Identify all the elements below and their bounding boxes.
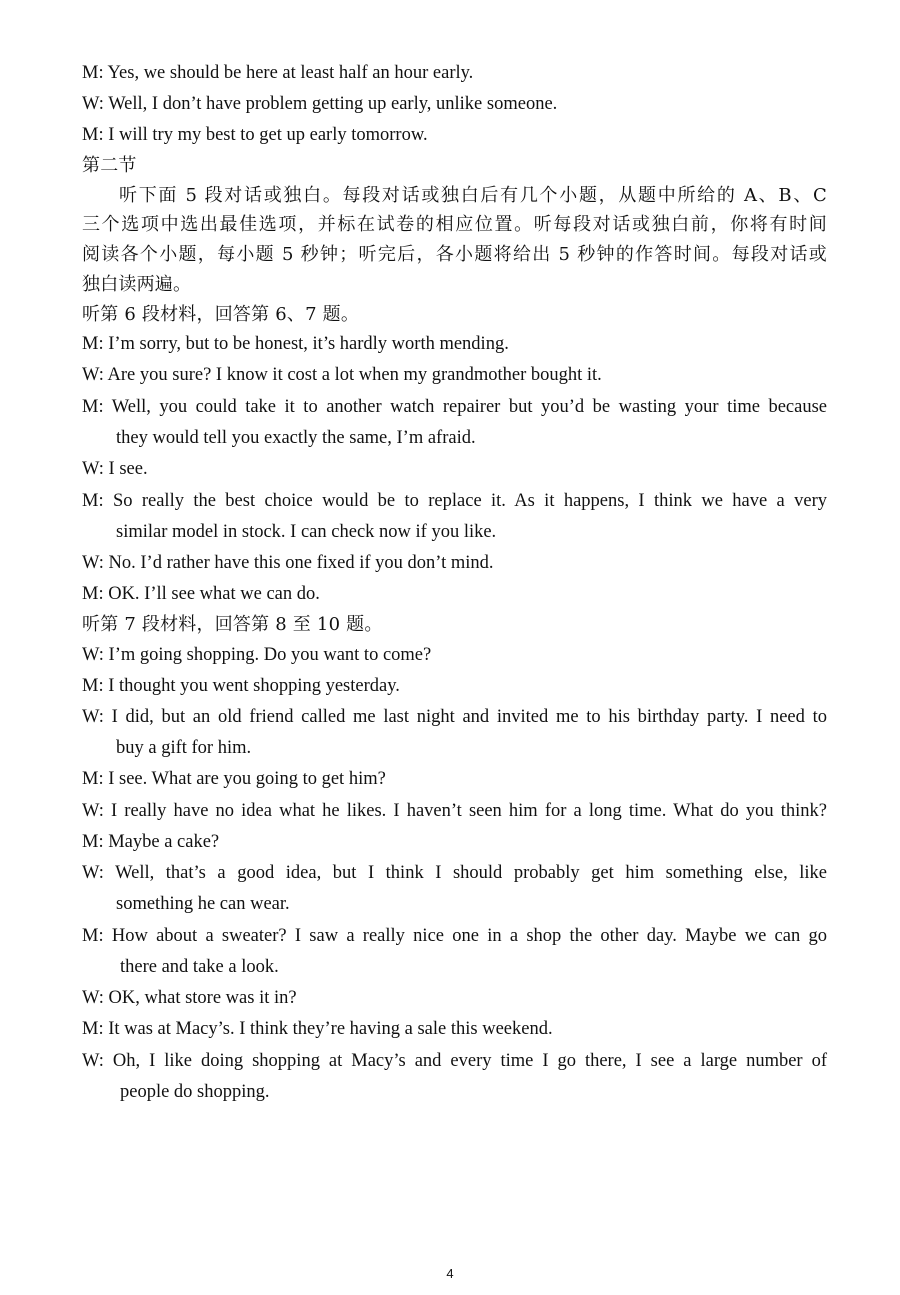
dialogue-line: M: It was at Macy’s. I think they’re having a sale this weekend.	[82, 1019, 553, 1039]
dialogue-continuation: something he can wear.	[116, 894, 290, 914]
page-number: 4	[446, 1266, 454, 1281]
dialogue-line: W: I did, but an old friend called me last night and invited me to his birthday party. I need to	[82, 707, 827, 727]
dialogue-line: W: I see.	[82, 459, 148, 479]
dialogue-continuation: similar model in stock. I can check now if you like.	[116, 522, 497, 542]
material-heading: 听第 7 段材料，回答第 8 至 10 题。	[82, 614, 383, 635]
dialogue-line: W: Are you sure? I know it cost a lot when my grandmother bought it.	[82, 365, 602, 385]
dialogue-line: M: Yes, we should be here at least half an hour early.	[82, 63, 474, 83]
dialogue-line: M: I will try my best to get up early tomorrow.	[82, 125, 428, 145]
dialogue-line: M: Well, you could take it to another watch repairer but you’d be wasting your time because	[82, 397, 827, 417]
instruction-line: 听下面 5 段对话或独白。每段对话或独白后有几个小题，从题中所给的 A、B、C	[119, 185, 827, 206]
dialogue-continuation: they would tell you exactly the same, I’m afraid.	[116, 428, 476, 448]
dialogue-line: M: Maybe a cake?	[82, 832, 220, 852]
section-heading: 第二节	[82, 155, 137, 176]
dialogue-line: M: OK. I’ll see what we can do.	[82, 584, 320, 604]
dialogue-line: W: Oh, I like doing shopping at Macy’s and every time I go there, I see a large number of	[82, 1051, 827, 1071]
dialogue-line: W: I’m going shopping. Do you want to come?	[82, 645, 432, 665]
dialogue-line: W: Well, that’s a good idea, but I think I should probably get him something else, like	[82, 863, 827, 883]
dialogue-line: M: How about a sweater? I saw a really nice one in a shop the other day. Maybe we can go	[82, 926, 827, 946]
dialogue-line: W: Well, I don’t have problem getting up early, unlike someone.	[82, 94, 558, 114]
dialogue-continuation: buy a gift for him.	[116, 738, 252, 758]
instruction-line: 独白读两遍。	[82, 274, 192, 295]
dialogue-line: M: So really the best choice would be to replace it. As it happens, I think we have a very	[82, 491, 827, 511]
dialogue-line: M: I thought you went shopping yesterday.	[82, 676, 400, 696]
instruction-line: 三个选项中选出最佳选项，并标在试卷的相应位置。听每段对话或独白前，你将有时间	[82, 214, 827, 235]
dialogue-continuation: there and take a look.	[120, 957, 279, 977]
dialogue-line: M: I see. What are you going to get him?	[82, 769, 386, 789]
dialogue-line: W: OK, what store was it in?	[82, 988, 297, 1008]
dialogue-line: W: I really have no idea what he likes. I haven’t seen him for a long time. What do you think?	[82, 801, 827, 821]
material-heading: 听第 6 段材料，回答第 6、7 题。	[82, 304, 360, 325]
dialogue-line: M: I’m sorry, but to be honest, it’s hardly worth mending.	[82, 334, 509, 354]
instruction-line: 阅读各个小题，每小题 5 秒钟；听完后，各小题将给出 5 秒钟的作答时间。每段对话或	[82, 244, 827, 265]
dialogue-continuation: people do shopping.	[120, 1082, 270, 1102]
dialogue-line: W: No. I’d rather have this one fixed if you don’t mind.	[82, 553, 494, 573]
